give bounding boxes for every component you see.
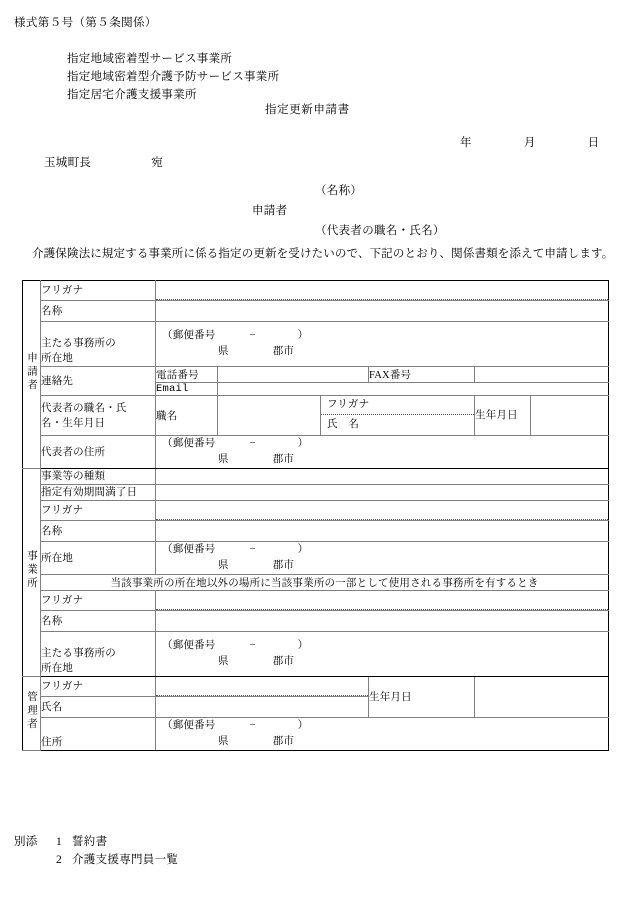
business-location-label: 所在地: [41, 542, 156, 575]
business-type-label: 事業等の種類: [41, 469, 156, 485]
zip-open: （郵便番号: [162, 544, 216, 555]
table-row: [23, 677, 609, 697]
manager-name-value[interactable]: [156, 697, 369, 718]
rep-birthdate-label: 生年月日: [475, 396, 531, 436]
gunshi-label: 郡市: [272, 560, 295, 571]
section-label-manager: 管理者: [23, 677, 41, 751]
business-location-value[interactable]: [156, 542, 609, 575]
attachment-number: 2: [56, 854, 63, 866]
zip-dash: −: [249, 544, 256, 555]
attachment-item: [56, 851, 178, 869]
zip-dash: −: [249, 330, 256, 341]
table-row: [23, 322, 609, 367]
manager-address-value[interactable]: [156, 718, 609, 751]
rep-name-cell[interactable]: [321, 396, 475, 436]
table-row: [23, 501, 609, 521]
business-name-value[interactable]: [156, 521, 609, 542]
date-year-label: 年: [460, 137, 472, 149]
applicant-contact-label: 連絡先: [41, 367, 156, 396]
email-label: Email: [156, 383, 218, 396]
section-label-applicant: 申請者: [23, 281, 41, 469]
attachments-block: [14, 833, 178, 869]
preamble-text: 介護保険法に規定する事業所に係る指定の更新を受けたいので、下記のとおり、関係書類を添えて申請します。: [32, 248, 614, 260]
document-title: 指定更新申請書: [265, 104, 350, 116]
office-type-item: 指定居宅介護支援事業所: [67, 89, 197, 101]
zip-close: ）: [297, 544, 309, 555]
addressee-suffix: 宛: [151, 157, 164, 169]
addressee-name: 玉城町長: [44, 157, 92, 169]
attachment-number: 1: [56, 836, 63, 848]
business-sub-office-banner: 当該事業所の所在地以外の場所に当該事業所の一部として使用される事務所を有するとき: [41, 575, 609, 591]
table-row: [23, 591, 609, 611]
addressee: [44, 154, 163, 170]
applicant-representative-label: （代表者の職名・氏名）: [315, 225, 445, 237]
applicant-main-office-address-value[interactable]: [156, 322, 609, 367]
phone-value[interactable]: [218, 367, 369, 383]
zip-dash: −: [249, 438, 256, 449]
business-furigana-label: フリガナ: [41, 501, 156, 521]
applicant-signature-block: [252, 181, 445, 241]
gunshi-label: 郡市: [272, 736, 295, 747]
attachment-text: 誓約書: [72, 836, 108, 848]
manager-birthdate-label: 生年月日: [369, 677, 475, 718]
ken-label: 県: [218, 656, 229, 667]
business-expiry-value[interactable]: [156, 485, 609, 501]
date-month-label: 月: [523, 137, 536, 149]
business-sub-main-office-value[interactable]: [156, 632, 609, 677]
table-row: [23, 436, 609, 469]
zip-close: ）: [297, 330, 309, 341]
business-sub-name-label: 名称: [41, 611, 156, 632]
manager-name-label: 氏名: [41, 697, 156, 718]
date-day-label: 日: [587, 137, 600, 149]
applicant-main-office-address-label: 主たる事務所の 所在地: [41, 322, 156, 367]
ken-label: 県: [218, 560, 229, 571]
zip-open: （郵便番号: [162, 720, 216, 731]
applicant-name-label-cell: 名称: [41, 301, 156, 322]
table-row: [23, 396, 609, 436]
fax-value[interactable]: [475, 367, 609, 383]
applicant-furigana-label: フリガナ: [41, 281, 156, 301]
zip-close: ）: [297, 720, 309, 731]
manager-birthdate-value[interactable]: [475, 677, 609, 718]
rep-furigana-label: フリガナ: [321, 396, 474, 415]
office-type-item: 指定地域密着型介護予防サービス事業所: [67, 71, 280, 83]
applicant-name-value[interactable]: [156, 301, 609, 322]
rep-shimei-label: 氏 名: [327, 419, 360, 430]
business-sub-furigana-label: フリガナ: [41, 591, 156, 611]
manager-address-label: 住所: [41, 718, 156, 751]
business-furigana-value[interactable]: [156, 501, 609, 521]
applicant-rep-address-value[interactable]: [156, 436, 609, 469]
date-line: [460, 134, 599, 150]
business-name-label: 名称: [41, 521, 156, 542]
table-row: [23, 521, 609, 542]
attachment-item: [56, 833, 178, 851]
zip-close: ）: [297, 640, 309, 651]
business-type-value[interactable]: [156, 469, 609, 485]
table-row: [23, 575, 609, 591]
zip-open: （郵便番号: [162, 330, 216, 341]
table-row: [23, 718, 609, 751]
table-row: [23, 611, 609, 632]
table-row: [23, 632, 609, 677]
table-row: [23, 485, 609, 501]
table-row: [23, 367, 609, 383]
applicant-furigana-value[interactable]: [156, 281, 609, 301]
form-number: 様式第５号（第５条関係）: [14, 17, 157, 29]
business-sub-main-office-label: 主たる事務所の 所在地: [41, 632, 156, 677]
ken-label: 県: [218, 346, 229, 357]
zip-close: ）: [297, 438, 309, 449]
zip-open: （郵便番号: [162, 640, 216, 651]
email-value[interactable]: [218, 383, 609, 396]
phone-label: 電話番号: [156, 367, 218, 383]
applicant-label: 申請者: [252, 205, 288, 217]
business-sub-furigana-value[interactable]: [156, 591, 609, 611]
fax-label: FAX番号: [369, 367, 475, 383]
zip-dash: −: [249, 640, 256, 651]
manager-furigana-value[interactable]: [156, 677, 369, 697]
section-label-business: 事業所: [23, 469, 41, 677]
ken-label: 県: [218, 736, 229, 747]
office-type-item: 指定地域密着型サービス事業所: [67, 53, 233, 65]
ken-label: 県: [218, 454, 229, 465]
manager-furigana-label: フリガナ: [41, 677, 156, 697]
rep-post-title-value[interactable]: [218, 396, 321, 436]
office-type-list: [67, 50, 279, 104]
table-row: [23, 469, 609, 485]
gunshi-label: 郡市: [272, 346, 295, 357]
attachment-text: 介護支援専門員一覧: [72, 854, 179, 866]
applicant-rep-title-name-birth-label: 代表者の職名・氏 名・生年月日: [41, 396, 156, 436]
rep-birthdate-value[interactable]: [531, 396, 609, 436]
application-table: [22, 280, 609, 751]
business-expiry-label: 指定有効期間満了日: [41, 485, 156, 501]
table-row: [23, 542, 609, 575]
attachments-label: 別添: [14, 836, 38, 848]
applicant-rep-address-label: 代表者の住所: [41, 436, 156, 469]
table-row: [23, 301, 609, 322]
gunshi-label: 郡市: [272, 656, 295, 667]
applicant-name-label: （名称）: [315, 185, 363, 197]
business-sub-name-value[interactable]: [156, 611, 609, 632]
rep-post-title-label: 職名: [156, 396, 218, 436]
gunshi-label: 郡市: [272, 454, 295, 465]
zip-dash: −: [249, 720, 256, 731]
table-row: [23, 281, 609, 301]
zip-open: （郵便番号: [162, 438, 216, 449]
